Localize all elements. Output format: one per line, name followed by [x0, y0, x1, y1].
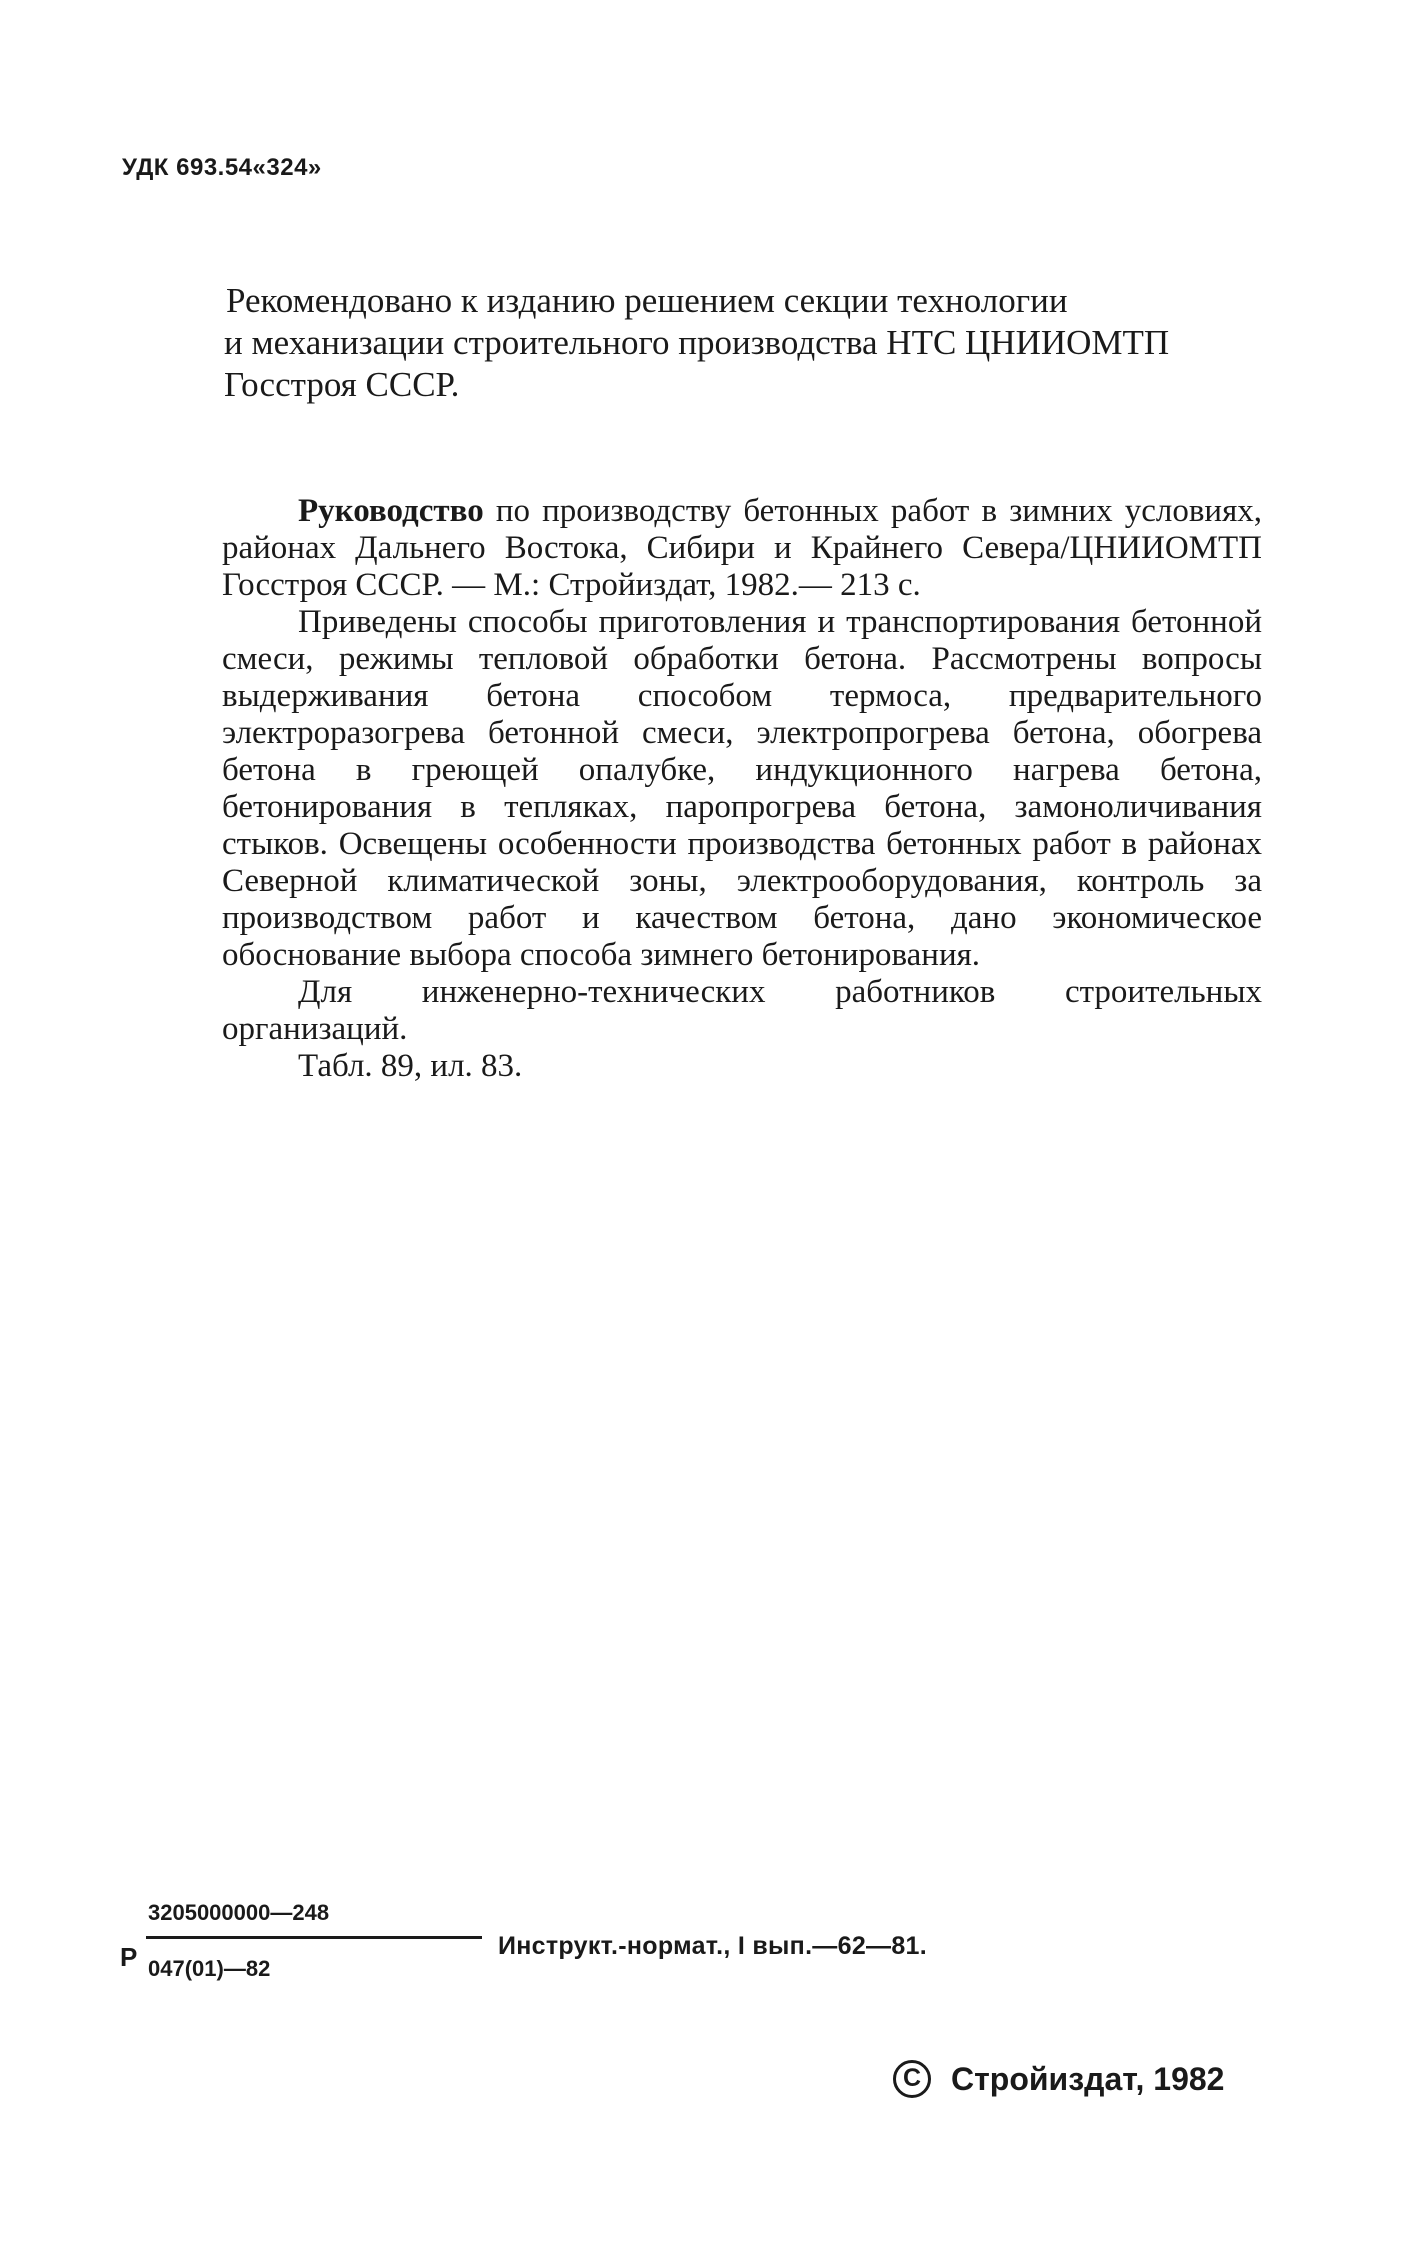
abstract-paragraph: Приведены способы приготовления и транспортирования бетонной смеси, режимы тепловой обработки бетона. Рассмотрены вопросы выдерживания бетона способом термоса, предварительного электроразогрева бетонной смеси, электропрогрева бетона, обогрева бетона в греющей опалубке, индукционного нагрева бетона, бетонирования в тепляках, паропрогрева бетона, замоноличивания стыков. Освещены особенности производства бетонных работ в районах Северной климатической зоны, электрооборудования, контроль за производством работ и качеством бетона, дано экономическое обоснование выбора способа зимнего бетонирования. — [222, 604, 1262, 973]
index-numerator: 3205000000—248 — [148, 1900, 330, 1925]
copyright-text: Стройиздат, 1982 — [951, 2060, 1225, 2097]
index-denominator: 047(01)—82 — [148, 1956, 271, 1981]
instruction-plan: Инструкт.-нормат., I вып.—62—81. — [498, 1932, 927, 1960]
bibliographic-title: Руководство — [298, 493, 484, 529]
bibliographic-entry — [222, 493, 1262, 604]
publication-index — [120, 1900, 1020, 2010]
bibliographic-details: по производству бетонных работ в зимних условиях, районах Дальнего Востока, Сибири и Крайнего Севера/ЦНИИОМТП Госстроя СССР. — М.: Стройиздат, 1982.— 213 с. — [222, 493, 1262, 603]
copyright-notice — [893, 2060, 1224, 2098]
bibliographic-annotation — [222, 493, 1262, 1085]
recommendation-line-2: и механизации строительного производства НТС ЦНИИОМТП — [224, 323, 1170, 362]
recommendation-line-1: Рекомендовано к изданию решением секции технологии — [226, 281, 1068, 320]
tables-illustrations-count: Табл. 89, ил. 83. — [298, 1048, 523, 1084]
copyright-icon: C — [893, 2060, 931, 2098]
fraction-line — [146, 1936, 482, 1939]
recommendation-line-3: Госстроя СССР. — [224, 365, 460, 404]
audience-paragraph: Для инженерно-технических работников строительных организаций. — [222, 974, 1262, 1047]
index-letter: Р — [120, 1942, 138, 1972]
udk-code: УДК 693.54«324» — [122, 154, 322, 181]
recommendation-note — [226, 280, 1256, 406]
